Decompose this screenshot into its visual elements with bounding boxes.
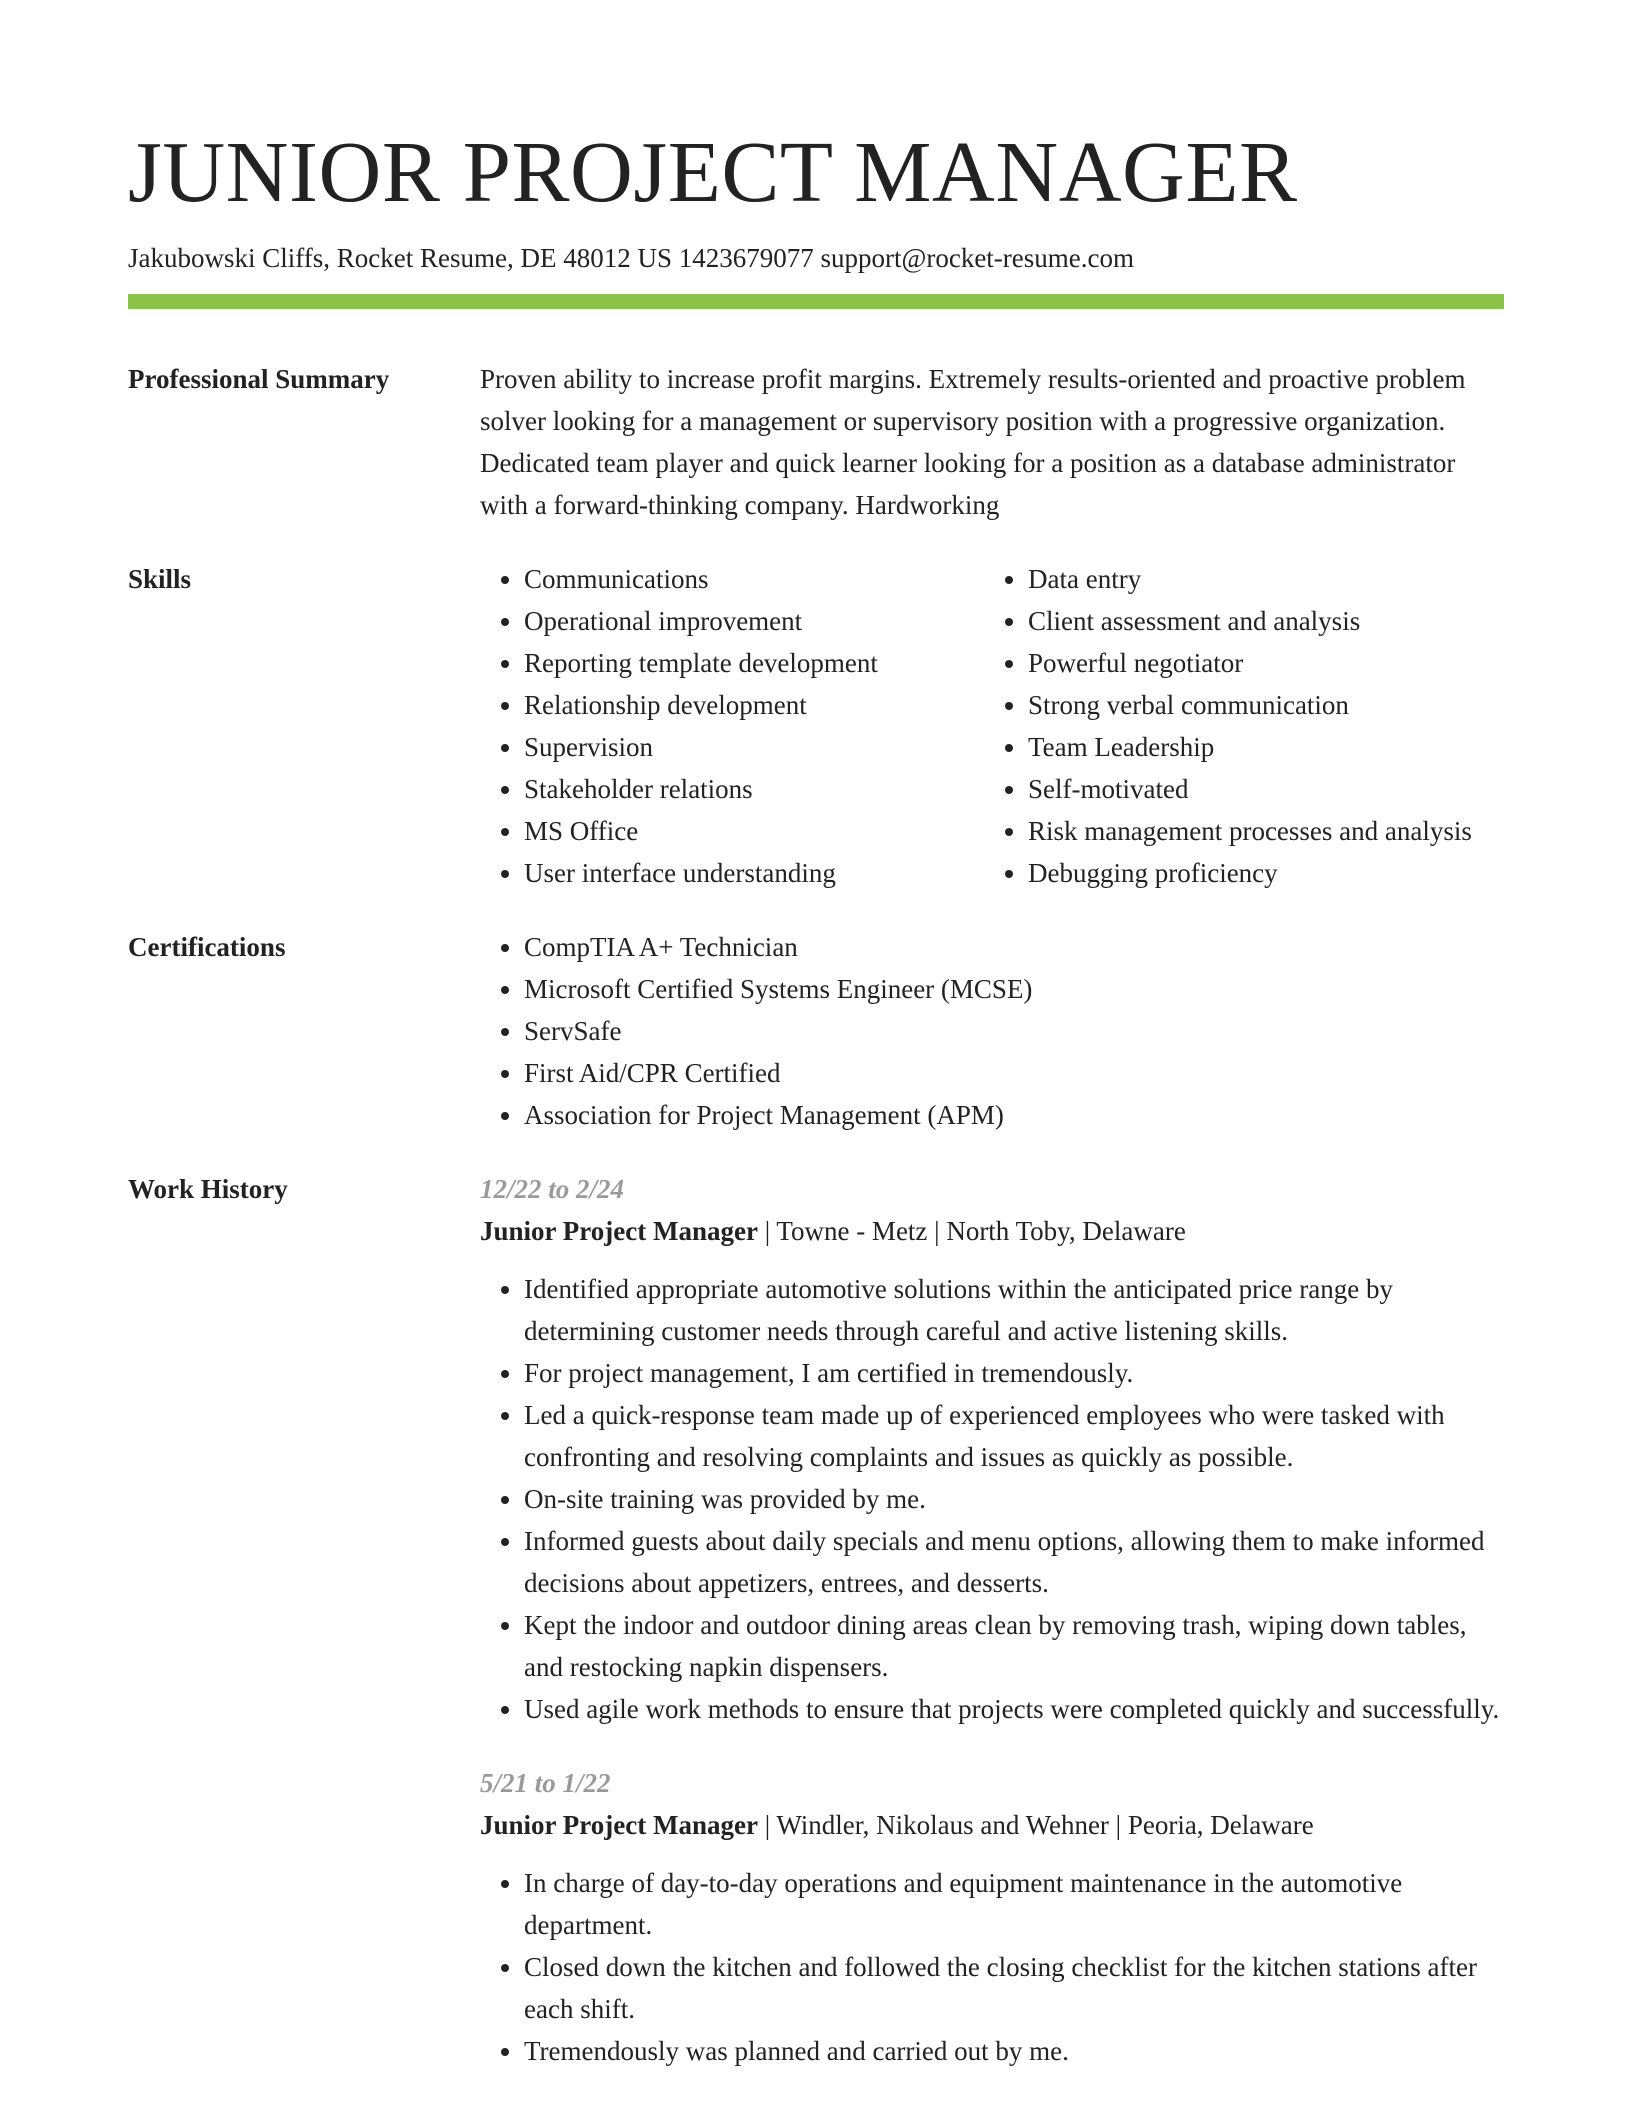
- job-bullet: • On-site training was provided by me.: [524, 1478, 1504, 1520]
- job-heading: [480, 1804, 1504, 1846]
- skill-item: • Stakeholder relations: [524, 768, 984, 810]
- skill-item: • Reporting template development: [524, 642, 984, 684]
- certification-item: • First Aid/CPR Certified: [524, 1052, 1504, 1094]
- job-details: | Towne - Metz | North Toby, Delaware: [757, 1216, 1186, 1246]
- summary-section: [128, 358, 1504, 526]
- skill-item: • Operational improvement: [524, 600, 984, 642]
- certification-item: • Microsoft Certified Systems Engineer (MCSE): [524, 968, 1504, 1010]
- contact-line: Jakubowski Cliffs, Rocket Resume, DE 48012 US 1423679077 support@rocket-resume.com: [128, 243, 1135, 273]
- summary-heading: Professional Summary: [128, 364, 390, 394]
- job-heading: [480, 1210, 1504, 1252]
- job-bullets: [480, 1862, 1504, 2072]
- skill-item: • Team Leadership: [1028, 726, 1472, 768]
- job-bullet: • Tremendously was planned and carried out by me.: [524, 2030, 1504, 2072]
- resume-page: [128, 0, 1504, 2072]
- certifications-body: [480, 926, 1504, 1136]
- skill-item: • Risk management processes and analysis: [1028, 810, 1472, 852]
- job-bullet: • Kept the indoor and outdoor dining areas clean by removing trash, wiping down tables, and restocking napkin dispensers.: [524, 1604, 1504, 1688]
- job-bullet: • For project management, I am certified in tremendously.: [524, 1352, 1504, 1394]
- job-details: | Windler, Nikolaus and Wehner | Peoria, Delaware: [757, 1810, 1314, 1840]
- job-title: Junior Project Manager: [480, 1810, 758, 1840]
- skills-column-right: [984, 558, 1472, 894]
- skill-item: • Supervision: [524, 726, 984, 768]
- job-bullet: • Led a quick-response team made up of experienced employees who were tasked with confronting and resolving complaints and issues as quickly as possible.: [524, 1394, 1504, 1478]
- certifications-heading: Certifications: [128, 932, 286, 962]
- job-dates: 12/22 to 2/24: [480, 1174, 625, 1204]
- header-divider: [128, 294, 1504, 309]
- job-bullet: • Closed down the kitchen and followed the closing checklist for the kitchen stations after each shift.: [524, 1946, 1504, 2030]
- skills-list: [480, 558, 1504, 894]
- skill-item: • User interface understanding: [524, 852, 984, 894]
- certification-item: • ServSafe: [524, 1010, 1504, 1052]
- job-dates: 5/21 to 1/22: [480, 1768, 611, 1798]
- skill-item: • Data entry: [1028, 558, 1472, 600]
- skill-item: • Self-motivated: [1028, 768, 1472, 810]
- skills-heading: Skills: [128, 564, 192, 594]
- job-bullet: • Informed guests about daily specials and menu options, allowing them to make informed decisions about appetizers, entrees, and desserts.: [524, 1520, 1504, 1604]
- skills-column-left: [480, 558, 984, 894]
- work-history-section: [128, 1168, 1504, 2072]
- work-history-body: [480, 1168, 1504, 2072]
- work-history-heading: Work History: [128, 1174, 288, 1204]
- skill-item: • Debugging proficiency: [1028, 852, 1472, 894]
- summary-text: Proven ability to increase profit margins. Extremely results-oriented and proactive problem solver looking for a management or supervisory position with a progressive organization. Dedicated team player and quick learner looking for a position as a database administrator with a forward-thinking company. Hardworking: [480, 364, 1466, 520]
- skill-item: • Client assessment and analysis: [1028, 600, 1472, 642]
- certifications-section: [128, 926, 1504, 1136]
- skill-item: • Relationship development: [524, 684, 984, 726]
- skill-item: • MS Office: [524, 810, 984, 852]
- certification-item: • Association for Project Management (APM): [524, 1094, 1504, 1136]
- skill-item: • Powerful negotiator: [1028, 642, 1472, 684]
- job-title: Junior Project Manager: [480, 1216, 758, 1246]
- skill-item: • Strong verbal communication: [1028, 684, 1472, 726]
- certification-item: • CompTIA A+ Technician: [524, 926, 1504, 968]
- certifications-list: [480, 926, 1504, 1136]
- job-bullet: • In charge of day-to-day operations and equipment maintenance in the automotive department.: [524, 1862, 1504, 1946]
- job-bullet: • Used agile work methods to ensure that projects were completed quickly and successfully.: [524, 1688, 1504, 1730]
- resume-title: JUNIOR PROJECT MANAGER: [128, 123, 1298, 220]
- job-entry: [480, 1168, 1504, 1730]
- job-bullets: [480, 1268, 1504, 1730]
- job-entry: [480, 1762, 1504, 2072]
- job-bullet: • Identified appropriate automotive solutions within the anticipated price range by determining customer needs through careful and active listening skills.: [524, 1268, 1504, 1352]
- skills-section: [128, 558, 1504, 894]
- skill-item: • Communications: [524, 558, 984, 600]
